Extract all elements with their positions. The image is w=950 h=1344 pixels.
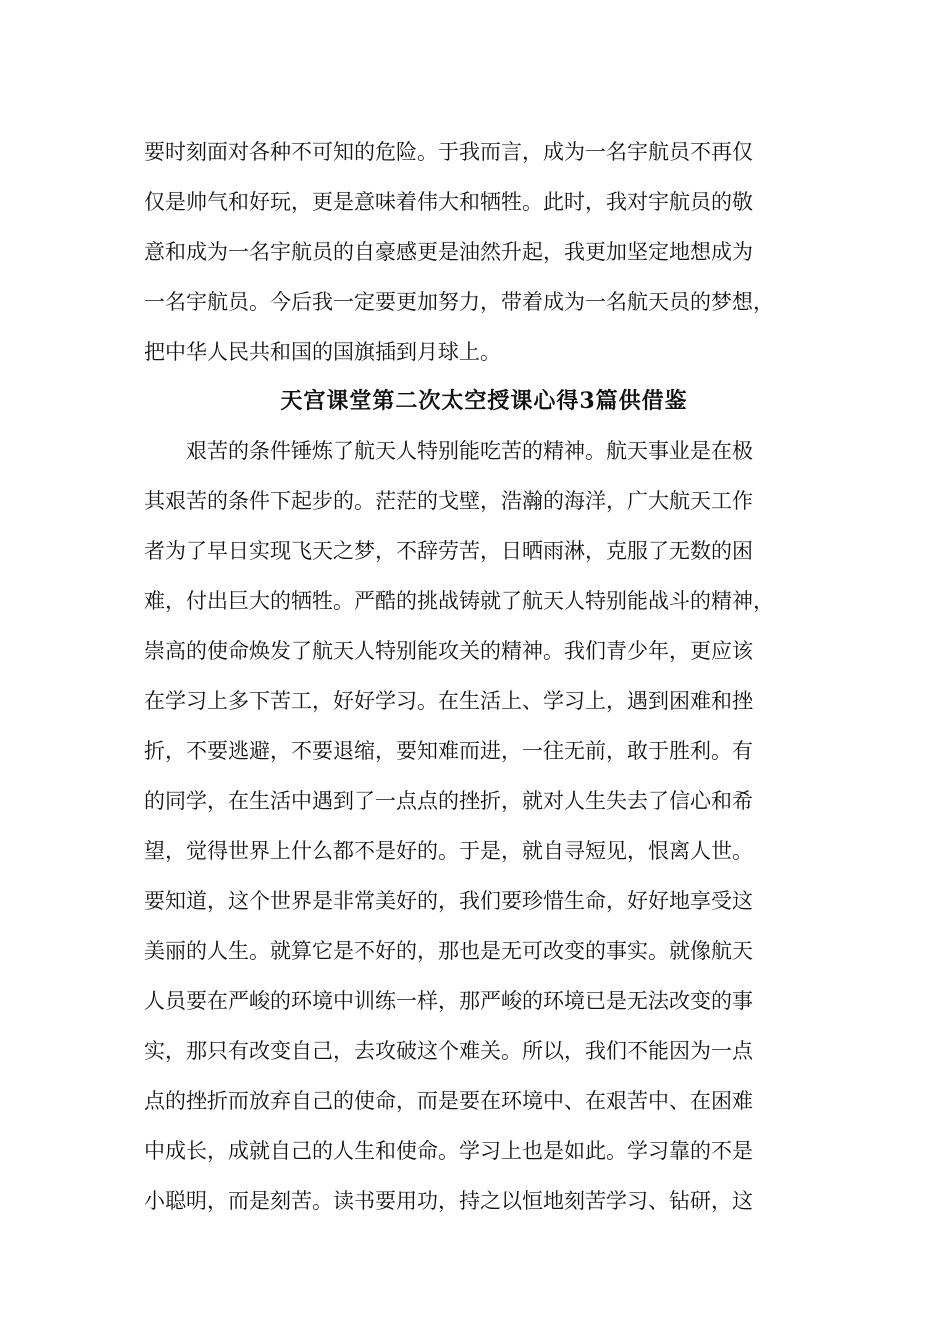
paragraph-1	[144, 127, 824, 377]
paragraph-2	[144, 426, 824, 1226]
paragraph-line: 小聪明，而是刻苦。读书要用功，持之以恒地刻苦学习、钻研，这	[144, 1189, 753, 1213]
paragraph-line: 要时刻面对各种不可知的危险。于我而言，成为一名宇航员不再仅	[144, 140, 753, 164]
paragraph-line: 人员要在严峻的环境中训练一样，那严峻的环境已是无法改变的事	[144, 989, 753, 1013]
section-title: 天宫课堂第二次太空授课心得3篇供借鉴	[280, 388, 688, 414]
paragraph-line: 其艰苦的条件下起步的。茫茫的戈壁，浩瀚的海洋，广大航天工作	[144, 489, 753, 513]
paragraph-line: 在学习上多下苦工，好好学习。在生活上、学习上，遇到困难和挫	[144, 689, 753, 713]
paragraph-line: 一名宇航员。今后我一定要更加努力，带着成为一名航天员的梦想，	[144, 290, 774, 314]
paragraph-line: 艰苦的条件锤炼了航天人特别能吃苦的精神。航天事业是在极	[144, 439, 753, 463]
paragraph-line: 折，不要逃避，不要退缩，要知难而进，一往无前，敢于胜利。有	[144, 739, 753, 763]
paragraph-line: 美丽的人生。就算它是不好的，那也是无可改变的事实。就像航天	[144, 939, 753, 963]
paragraph-line: 点的挫折而放弃自己的使命，而是要在环境中、在艰苦中、在困难	[144, 1089, 753, 1113]
paragraph-line: 的同学，在生活中遇到了一点点的挫折，就对人生失去了信心和希	[144, 789, 753, 813]
paragraph-line: 实，那只有改变自己，去攻破这个难关。所以，我们不能因为一点	[144, 1039, 753, 1063]
paragraph-line: 意和成为一名宇航员的自豪感更是油然升起，我更加坚定地想成为	[144, 240, 753, 264]
paragraph-line: 难，付出巨大的牺牲。严酷的挑战铸就了航天人特别能战斗的精神，	[144, 589, 774, 613]
paragraph-line: 中成长，成就自己的人生和使命。学习上也是如此。学习靠的不是	[144, 1139, 753, 1163]
paragraph-line: 望，觉得世界上什么都不是好的。于是，就自寻短见，恨离人世。	[144, 839, 753, 863]
paragraph-line: 把中华人民共和国的国旗插到月球上。	[144, 340, 501, 364]
paragraph-line: 者为了早日实现飞天之梦，不辞劳苦，日晒雨淋，克服了无数的困	[144, 539, 753, 563]
paragraph-line: 要知道，这个世界是非常美好的，我们要珍惜生命，好好地享受这	[144, 889, 753, 913]
paragraph-line: 仅是帅气和好玩，更是意味着伟大和牺牲。此时，我对宇航员的敬	[144, 190, 753, 214]
paragraph-line: 崇高的使命焕发了航天人特别能攻关的精神。我们青少年，更应该	[144, 639, 753, 663]
